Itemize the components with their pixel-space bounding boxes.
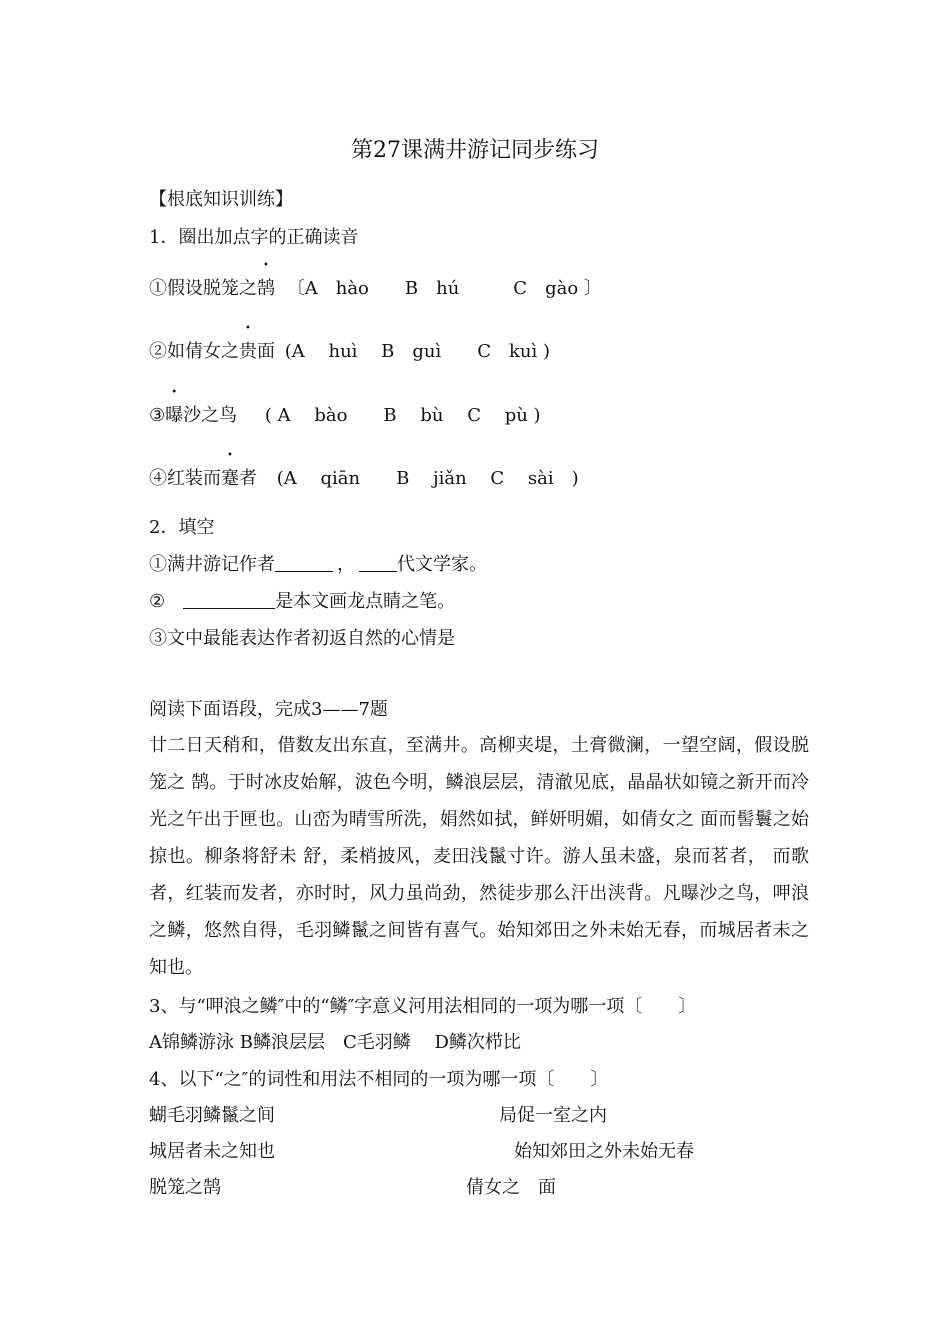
dotted-character: 贵 [239, 341, 257, 362]
q1-item-2 [149, 340, 550, 364]
question-4-label: 4、以下“之″的词性和用法不相同的一项为哪一项〔 〕 [149, 1069, 609, 1090]
item-number: ② [149, 591, 166, 612]
pronunciation-options: (A huì B guì C kuì ) [284, 341, 551, 362]
fill-text: 代文学家。 [397, 554, 487, 575]
item-text: 如倩女之 [167, 341, 239, 362]
answer-blank[interactable] [275, 553, 333, 572]
q2-line-3: ③文中最能表达作者初返自然的心情是 [149, 628, 455, 649]
q1-item-3 [149, 404, 541, 428]
q4-option-left-3: 脱笼之鹄 [149, 1177, 221, 1198]
dotted-character: 蹇 [221, 468, 239, 489]
question-3-label: 3、与“呷浪之鳞″中的“鳞″字意义河用法相同的一项为哪一项〔 〕 [149, 996, 697, 1017]
q4-option-left-2: 城居者未之知也 [149, 1141, 275, 1162]
page-title: 第27课满井游记同步练习 [351, 138, 599, 163]
reading-instruction: 阅读下面语段，完成3——7题 [149, 699, 388, 720]
section-heading: 【根底知识训练】 [149, 189, 293, 210]
q4-option-right-1: 局促一室之内 [499, 1105, 607, 1126]
fill-text: ①满井游记作者 [149, 554, 275, 575]
q4-option-right-2: 始知郊田之外未始无春 [514, 1141, 694, 1162]
q4-option-right-3: 倩女之 面 [466, 1177, 556, 1198]
answer-blank[interactable] [359, 553, 397, 572]
fill-text: ， [337, 554, 355, 575]
pronunciation-options: ( A bào B bù C pù ) [264, 405, 541, 426]
item-text-tail: 面 [257, 341, 275, 362]
q2-line-1 [149, 553, 487, 577]
answer-blank[interactable] [183, 590, 275, 609]
item-text-tail: 者 [239, 468, 257, 489]
reading-passage: 廿二日天稍和，借数友出东直，至满井。高柳夹堤，土膏微澜，一望空阔，假设脱笼之 鹄。于时冰皮始解，波色今明，鳞浪层层，清澈见底，晶晶状如镜之新开而冷光之午出于匣也。山峦为晴雪所洗，娟然如拭，鲜妍明媚，如倩女之 面而髻鬟之始掠也。柳条将舒未 舒，柔梢披风，麦田浅鬣寸许。游人虽未盛，泉而茗者， 而歌者，红装而发者，亦时时，风力虽尚劲，然徒步那么汗出浃背。凡曝沙之鸟，呷浪之鳞，悠然自得，毛羽鳞鬣之间皆有喜气。始知郊田之外未始无春，而城居者未之知也。 [149, 735, 809, 978]
pronunciation-options: 〔A hào B hú C gào 〕 [286, 278, 602, 299]
item-number: ① [149, 278, 167, 299]
q4-option-left-1: 蝴毛羽鳞鬣之间 [149, 1105, 275, 1126]
q2-line-2 [149, 590, 455, 614]
item-number: ④ [149, 468, 167, 489]
dotted-character: 曝 [165, 405, 184, 426]
question-2-label: 2．填空 [149, 517, 215, 538]
fill-text: 是本文画龙点睛之笔。 [275, 591, 456, 612]
item-text: 假设脱笼之 [167, 278, 257, 299]
item-number: ③ [149, 405, 166, 426]
question-3-options: A锦鳞游泳 B鳞浪层层 C毛羽鳞 D鳞次栉比 [149, 1032, 521, 1053]
item-number: ② [149, 341, 167, 362]
pronunciation-options: (A qiān B jiǎn C sài ) [276, 468, 579, 489]
q1-item-4 [149, 467, 579, 491]
question-1-label: 1．圈出加点字的正确读音 [149, 227, 359, 248]
item-text-tail: 沙之鸟 [183, 405, 238, 426]
item-text: 红装而 [167, 468, 221, 489]
q1-item-1 [149, 277, 602, 301]
dotted-character: 鹄 [257, 278, 275, 299]
